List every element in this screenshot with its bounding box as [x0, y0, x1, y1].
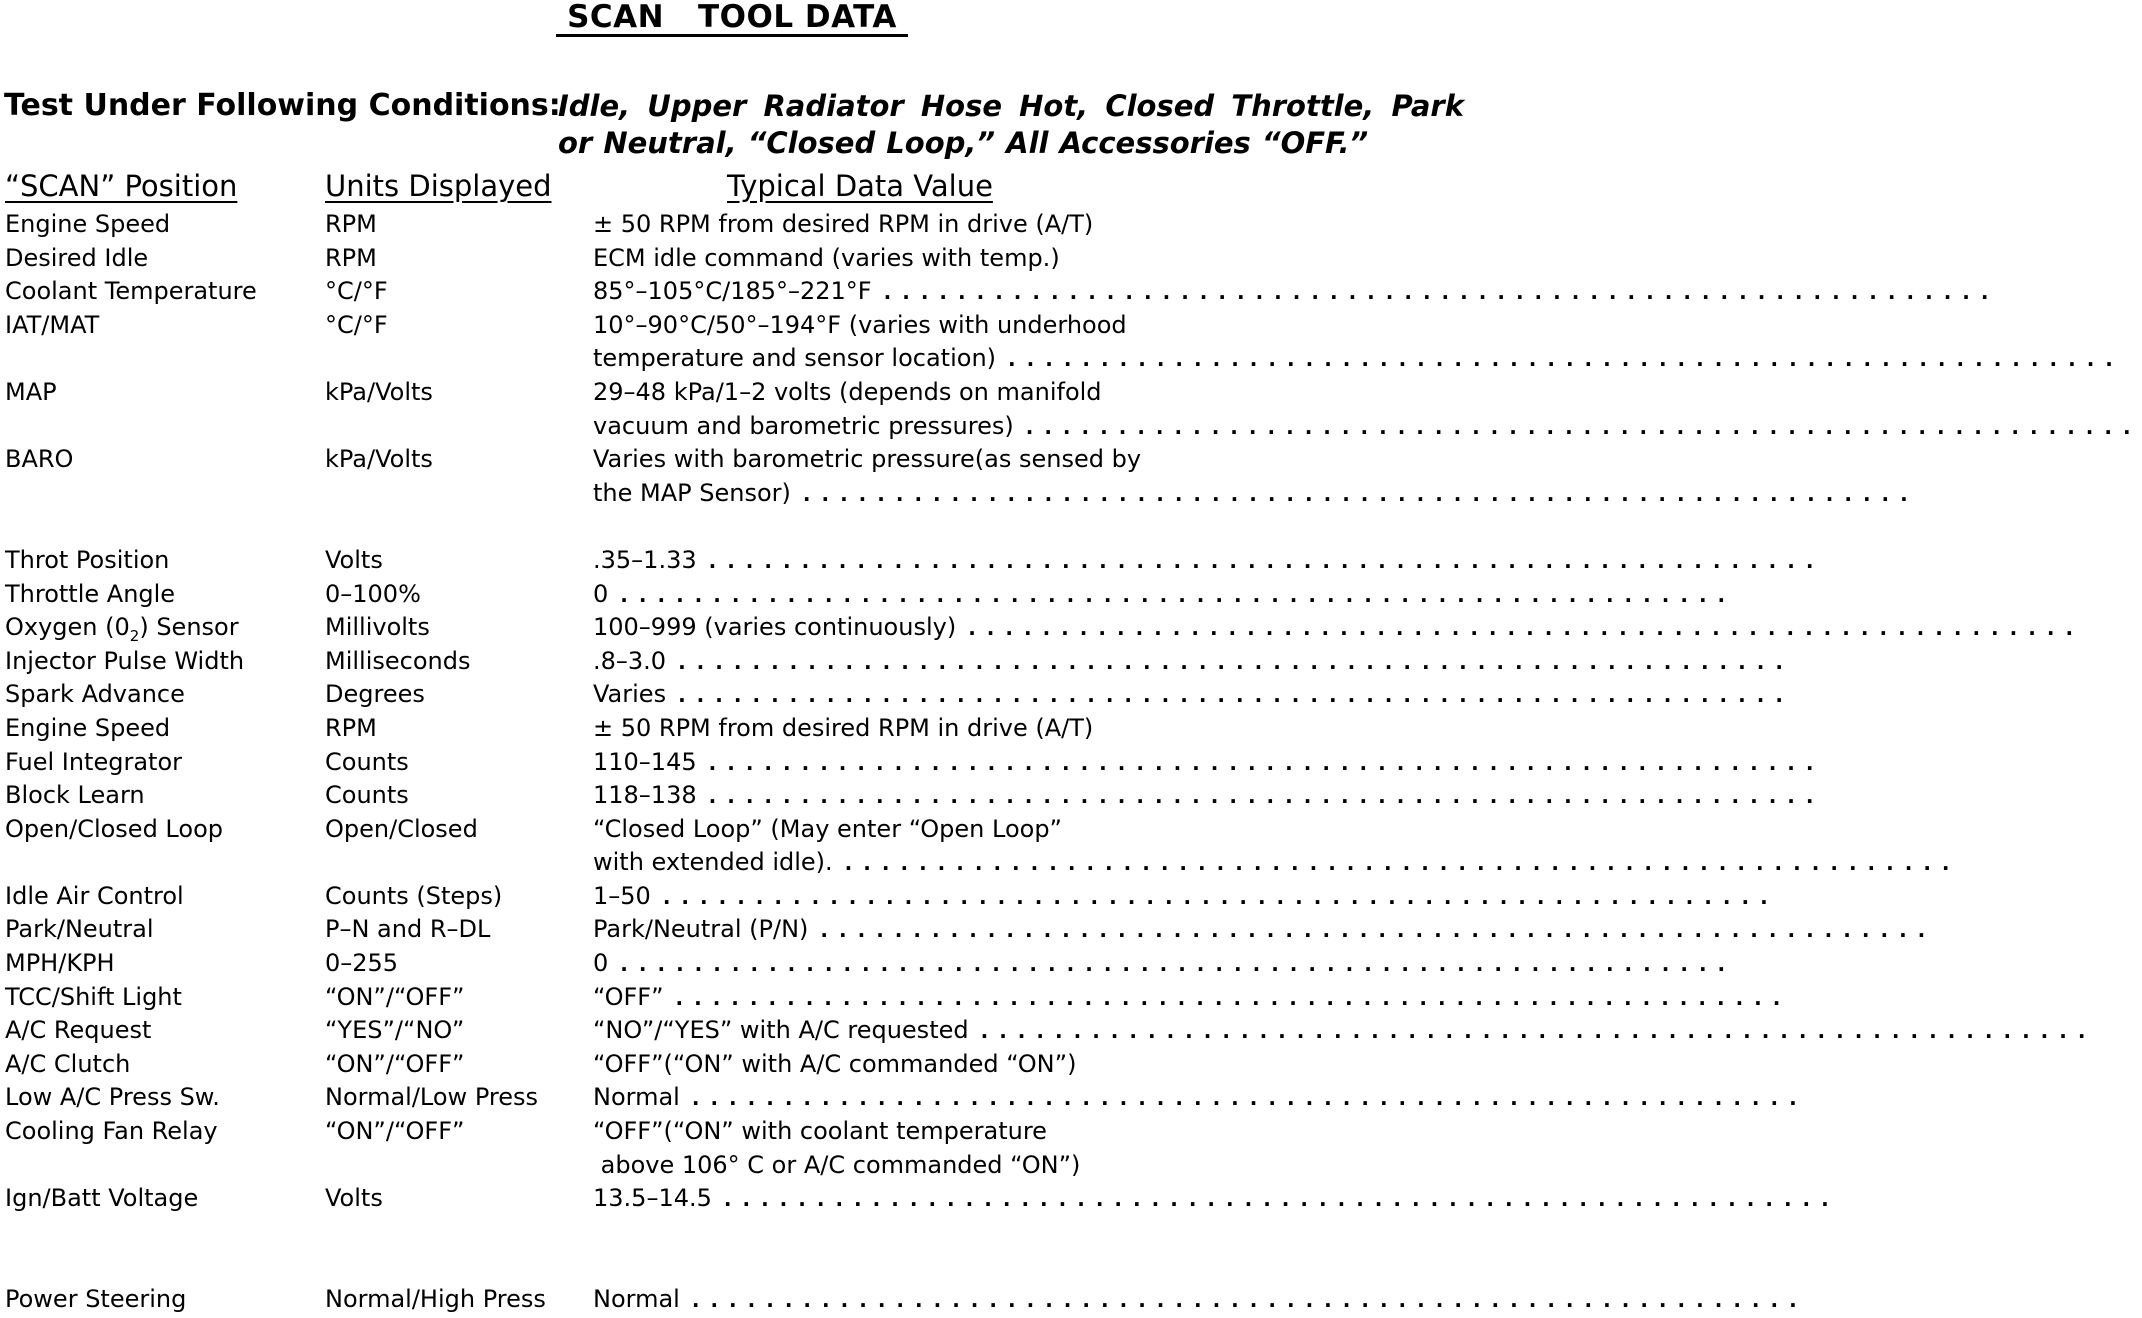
units-displayed: RPM	[325, 210, 377, 238]
table-row	[0, 443, 1472, 477]
units-displayed: P–N and R–DL	[325, 915, 491, 944]
units-displayed: Degrees	[325, 680, 425, 709]
value-text: .35–1.33	[593, 545, 697, 574]
scan-position: Park/Neutral	[5, 915, 154, 944]
dot-leader: ............................................................	[620, 952, 1737, 977]
typical-data-value	[593, 1283, 1808, 1318]
table-row	[0, 846, 1961, 880]
dot-leader: ............................................................	[662, 884, 1779, 909]
value-text: .8–3.0	[593, 646, 667, 675]
scan-position: Oxygen $(0_2)$ Sensor	[5, 613, 239, 645]
table-row	[0, 1115, 1472, 1149]
table-row	[0, 578, 1737, 612]
typical-data-value	[593, 477, 1919, 512]
table-row	[0, 779, 1825, 813]
units-displayed: Volts	[325, 545, 383, 574]
scan-position: Throt Position	[5, 545, 170, 574]
value-text: above 106° C or A/C commanded “ON”)	[593, 1150, 1081, 1179]
typical-data-value	[593, 746, 1825, 781]
scan-position: Engine Speed	[5, 210, 171, 238]
table-row	[0, 880, 1779, 914]
dot-leader: ............................................................	[678, 649, 1794, 674]
units-displayed: “ON”/“OFF”	[325, 1049, 465, 1078]
scan-position: MAP	[5, 377, 57, 406]
units-displayed: Counts (Steps)	[325, 881, 503, 910]
scan-position: Block Learn	[5, 781, 145, 810]
row-spacer	[0, 510, 1472, 544]
units-displayed: Volts	[325, 1184, 383, 1213]
value-text: 29–48 kPa/1–2 volts (depends on manifold	[593, 377, 1102, 406]
value-text: 10°–90°C/50°–194°F (varies with underhood	[593, 310, 1127, 339]
dot-leader: ............................................................	[1025, 414, 2142, 439]
units-displayed: “ON”/“OFF”	[325, 982, 465, 1011]
typical-data-value	[593, 443, 1146, 477]
row-spacer	[0, 1249, 1472, 1283]
dot-leader: ............................................................	[980, 1019, 2097, 1044]
dot-leader: ............................................................	[723, 1187, 1840, 1212]
table-row	[0, 678, 1794, 712]
scan-position: TCC/Shift Light	[5, 982, 182, 1011]
units-displayed: Millivolts	[325, 613, 430, 642]
typical-data-value	[593, 1081, 1808, 1116]
typical-data-value	[593, 678, 1794, 713]
table-row	[0, 342, 2124, 376]
units-displayed: Counts	[325, 781, 409, 810]
units-displayed: kPa/Volts	[325, 377, 433, 406]
value-text: 85°–105°C/185°–221°F	[593, 277, 872, 306]
table-row	[0, 376, 1472, 410]
table-row	[0, 611, 2085, 645]
scan-position: Fuel Integrator	[5, 747, 182, 776]
scan-position: Low A/C Press Sw.	[5, 1083, 220, 1112]
dot-leader: ............................................................	[820, 918, 1937, 943]
value-text: “OFF”(“ON” with coolant temperature	[593, 1117, 1047, 1146]
scan-position: Spark Advance	[5, 680, 185, 709]
units-displayed: Milliseconds	[325, 646, 471, 675]
typical-data-value	[593, 410, 2142, 445]
units-displayed: °C/°F	[325, 277, 388, 306]
table-row	[0, 477, 1919, 511]
dot-leader: ............................................................	[802, 481, 1919, 506]
typical-data-value	[593, 376, 1146, 410]
table-row	[0, 712, 1472, 746]
units-displayed: kPa/Volts	[325, 445, 433, 474]
conditions-label: Test Under Following Conditions:	[4, 88, 561, 123]
dot-leader: ............................................................	[691, 1086, 1808, 1111]
dot-leader: ............................................................	[844, 851, 1961, 876]
value-text: ± 50 RPM from desired RPM in drive (A/T)	[593, 210, 1094, 238]
scan-position: Engine Speed	[5, 713, 171, 742]
value-text: Park/Neutral (P/N)	[593, 915, 809, 944]
value-text: “OFF”(“ON” with A/C commanded “ON”)	[593, 1049, 1077, 1078]
units-displayed: Normal/High Press	[325, 1285, 546, 1313]
dot-leader: ............................................................	[678, 683, 1794, 708]
typical-data-value	[593, 242, 1146, 276]
value-text: 0	[593, 949, 609, 978]
typical-data-value	[593, 275, 2000, 310]
value-text: temperature and sensor location)	[593, 344, 997, 373]
typical-data-value	[593, 578, 1737, 613]
units-displayed: Counts	[325, 747, 409, 776]
value-text: “NO”/“YES” with A/C requested	[593, 1016, 969, 1045]
dot-leader: ............................................................	[708, 548, 1825, 573]
typical-data-value	[593, 611, 2085, 646]
page-title: SCAN TOOL DATA	[556, 0, 908, 37]
table-row	[0, 544, 1825, 578]
dot-leader: ............................................................	[708, 750, 1825, 775]
typical-data-value	[593, 208, 1146, 242]
units-displayed: “ON”/“OFF”	[325, 1117, 465, 1146]
units-displayed: “YES”/“NO”	[325, 1016, 465, 1045]
table-row	[0, 813, 1472, 847]
table-row	[0, 913, 1937, 947]
subscript: 2	[129, 626, 140, 645]
dot-leader: ............................................................	[675, 985, 1792, 1010]
table-row	[0, 242, 1472, 276]
units-displayed: 0–255	[325, 949, 399, 978]
typical-data-value	[593, 1014, 2097, 1049]
table-row	[0, 645, 1794, 679]
scan-position: Desired Idle	[5, 243, 149, 272]
scan-position: IAT/MAT	[5, 310, 100, 339]
value-text: 0	[593, 579, 609, 608]
table-row	[0, 1182, 1840, 1216]
typical-data-value	[593, 1115, 1146, 1149]
typical-data-value	[593, 846, 1961, 881]
table-row	[0, 208, 1472, 242]
units-displayed: RPM	[325, 243, 377, 272]
scan-position: Open/Closed Loop	[5, 814, 223, 843]
value-text: 13.5–14.5	[593, 1184, 712, 1213]
header-typical-data-value: Typical Data Value	[727, 169, 993, 203]
conditions-value: Idle, Upper Radiator Hose Hot, Closed Throttle, Park or Neutral, “Closed Loop,” All Accessories “OFF.”	[558, 89, 1464, 160]
typical-data-value	[593, 309, 1146, 343]
typical-data-value	[593, 947, 1737, 982]
typical-data-value	[593, 981, 1792, 1016]
units-displayed: RPM	[325, 713, 377, 742]
value-text: 1–50	[593, 881, 651, 910]
value-text: Varies with barometric pressure(as sensed by	[593, 445, 1142, 474]
value-text: Varies	[593, 680, 667, 709]
scan-position: A/C Clutch	[5, 1049, 131, 1078]
header-scan-position: “SCAN” Position	[5, 169, 238, 203]
typical-data-value	[593, 645, 1794, 680]
dot-leader: ............................................................	[691, 1288, 1808, 1312]
typical-data-value	[593, 712, 1146, 746]
header-units-displayed: Units Displayed	[325, 169, 552, 203]
table-row	[0, 275, 2000, 309]
scan-position: Power Steering	[5, 1285, 187, 1313]
units-displayed: Open/Closed	[325, 814, 478, 843]
table-row	[0, 746, 1825, 780]
dot-leader: ............................................................	[883, 280, 2000, 305]
value-text: 118–138	[593, 781, 697, 810]
value-text: the MAP Sensor)	[593, 478, 791, 507]
units-displayed: Normal/Low Press	[325, 1083, 538, 1112]
scan-position: MPH/KPH	[5, 949, 115, 978]
dot-leader: ............................................................	[968, 616, 2085, 641]
scan-position: BARO	[5, 445, 74, 474]
dot-leader: ............................................................	[620, 582, 1737, 607]
dot-leader: ............................................................	[708, 784, 1825, 809]
value-text: ± 50 RPM from desired RPM in drive (A/T)	[593, 713, 1094, 742]
scan-position: Idle Air Control	[5, 881, 184, 910]
value-text: 110–145	[593, 747, 697, 776]
units-displayed: °C/°F	[325, 310, 388, 339]
table-row	[0, 410, 2142, 444]
typical-data-value	[593, 1182, 1840, 1217]
table-row	[0, 1081, 1808, 1115]
scan-position: Ign/Batt Voltage	[5, 1184, 199, 1213]
table-row	[0, 1014, 2097, 1048]
table-row	[0, 1283, 1808, 1317]
value-text: “OFF”	[593, 982, 664, 1011]
scan-data-table	[0, 208, 2142, 1317]
table-row	[0, 947, 1737, 981]
typical-data-value	[593, 779, 1825, 814]
typical-data-value	[593, 342, 2124, 377]
value-text: 100–999 (varies continuously)	[593, 613, 957, 642]
typical-data-value	[593, 544, 1825, 579]
dot-leader: ............................................................	[1008, 347, 2124, 372]
typical-data-value	[593, 813, 1146, 847]
table-row	[0, 981, 1792, 1015]
units-displayed: 0–100%	[325, 579, 421, 608]
scan-position: Coolant Temperature	[5, 277, 257, 306]
table-row	[0, 1048, 1472, 1082]
value-text: “Closed Loop” (May enter “Open Loop”	[593, 814, 1062, 843]
value-text: ECM idle command (varies with temp.)	[593, 243, 1060, 272]
typical-data-value	[593, 880, 1779, 915]
value-text: Normal	[593, 1083, 680, 1112]
row-spacer	[0, 1216, 1472, 1250]
table-row	[0, 309, 1472, 343]
typical-data-value	[593, 1048, 1146, 1082]
table-row	[0, 1149, 1472, 1183]
value-text: with extended idle).	[593, 848, 833, 877]
value-text: vacuum and barometric pressures)	[593, 411, 1014, 440]
scan-position: Throttle Angle	[5, 579, 176, 608]
scan-position: A/C Request	[5, 1016, 152, 1045]
value-text: Normal	[593, 1285, 680, 1313]
scan-position: Cooling Fan Relay	[5, 1117, 218, 1146]
scan-position: Injector Pulse Width	[5, 646, 245, 675]
typical-data-value	[593, 1149, 1146, 1183]
typical-data-value	[593, 913, 1937, 948]
